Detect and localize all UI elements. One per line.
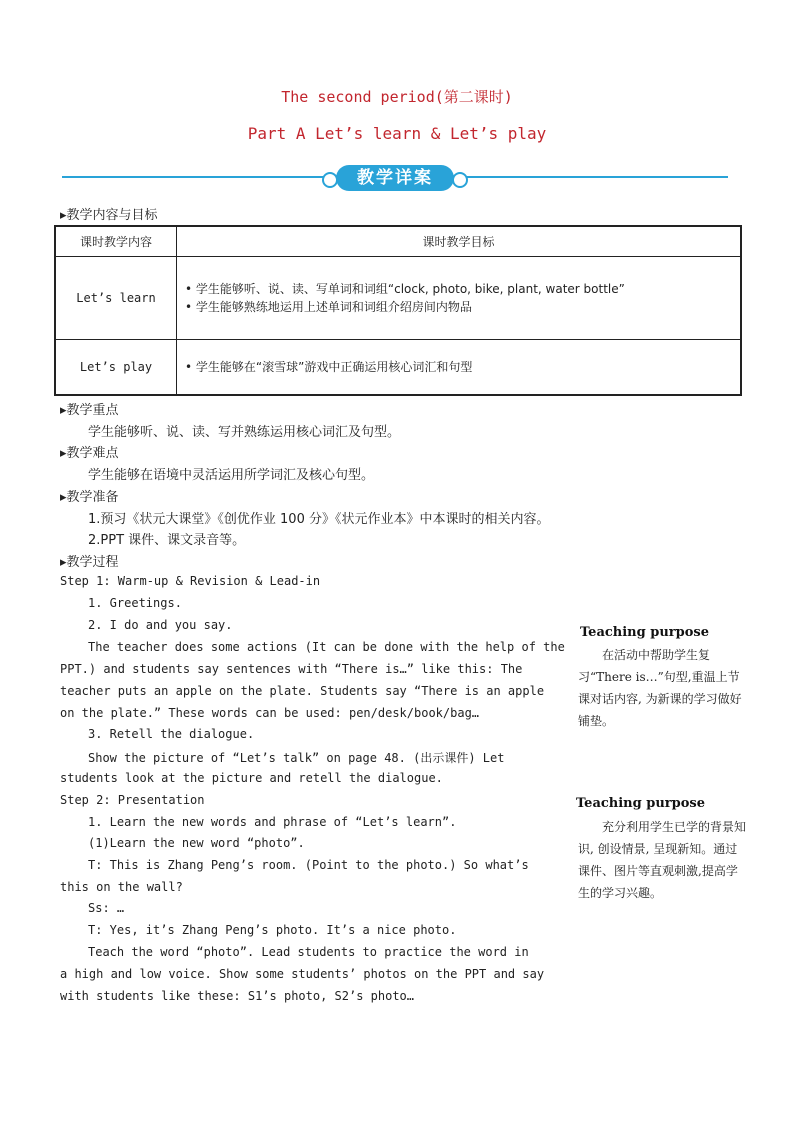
process-line: T: This is Zhang Peng’s room. (Point to the photo.) So what’s [88,858,529,872]
process-line: with students like these: S1’s photo, S2’s photo… [60,989,415,1003]
banner-label: 教学详案 [336,165,454,191]
goals-heading: ▸教学内容与目标 [60,208,158,223]
key-points-text: 学生能够听、说、读、写并熟练运用核心词汇及句型。 [88,425,401,440]
goal-item: • 学生能够熟练地运用上述单词和词组介绍房间内物品 [185,299,472,314]
step-heading: Step 2: Presentation [60,793,205,807]
process-line: 1. Learn the new words and phrase of “Let’s learn”. [88,815,457,829]
banner-pill [322,165,468,191]
goals-table [54,225,742,396]
lesson-subtitle: Part A Let’s learn & Let’s play [247,124,547,143]
section-banner [62,165,728,191]
process-line: 1. Greetings. [88,596,182,610]
process-line: 2. I do and you say. [88,618,233,632]
process-line: this on the wall? [60,880,183,894]
row-goals [177,256,742,339]
key-points-heading: ▸教学重点 [60,403,119,418]
difficulties-heading: ▸教学难点 [60,446,119,461]
table-row [55,256,741,339]
row-content: Let’s learn [55,256,177,339]
banner-rule-left [62,176,328,178]
process-line: 3. Retell the dialogue. [88,727,255,741]
row-goals [177,339,742,395]
process-line: T: Yes, it’s Zhang Peng’s photo. It’s a nice photo. [88,923,457,937]
process-line: PPT.) and students say sentences with “There is…” like this: The [60,662,523,676]
step-heading: Step 1: Warm-up & Revision & Lead-in [60,574,321,588]
side-note-text: 在活动中帮助学生复习“There is…”句型,重温上节课对话内容, 为新课的学习做好铺垫。 [578,648,742,728]
table-row [55,339,741,395]
side-note-heading: Teaching purpose [580,625,709,640]
row-content: Let’s play [55,339,177,395]
process-line: on the plate.” These words can be used: pen/desk/book/bag… [60,706,480,720]
goal-item: • 学生能够在“滚雪球”游戏中正确运用核心词汇和句型 [185,359,473,374]
banner-rule-right [462,176,728,178]
process-line: students look at the picture and retell the dialogue. [60,771,443,785]
process-line: a high and low voice. Show some students’ photos on the PPT and say [60,967,545,981]
process-line: teacher puts an apple on the plate. Students say “There is an apple [60,684,545,698]
process-line: The teacher does some actions (It can be done with the help of the [88,640,565,654]
process-heading: ▸教学过程 [60,555,119,570]
process-line: Show the picture of “Let’s talk” on page 48. (出示课件) Let [88,751,505,765]
difficulties-text: 学生能够在语境中灵活运用所学词汇及核心句型。 [88,468,375,483]
col-header-content: 课时教学内容 [55,226,177,256]
preparation-item: 2.PPT 课件、课文录音等。 [88,533,246,548]
banner-cap-right [452,172,468,188]
col-header-goals: 课时教学目标 [177,226,742,256]
lesson-title: The second period(第二课时) [281,88,513,106]
side-note-text: 充分利用学生已学的背景知识, 创设情景, 呈现新知。通过课件、图片等直观刺激,提高学生的学习兴趣。 [578,820,747,900]
preparation-item: 1.预习《状元大课堂》《创优作业 100 分》《状元作业本》中本课时的相关内容。 [88,512,550,527]
goal-item: • 学生能够听、说、读、写单词和词组“clock, photo, bike, plant, water bottle” [185,281,625,296]
process-line: (1)Learn the new word “photo”. [88,836,305,850]
preparation-heading: ▸教学准备 [60,490,119,505]
process-line: Ss: … [88,901,125,915]
goals-table-header [55,226,741,256]
process-line: Teach the word “photo”. Lead students to practice the word in [88,945,529,959]
side-note-heading: Teaching purpose [576,796,705,811]
